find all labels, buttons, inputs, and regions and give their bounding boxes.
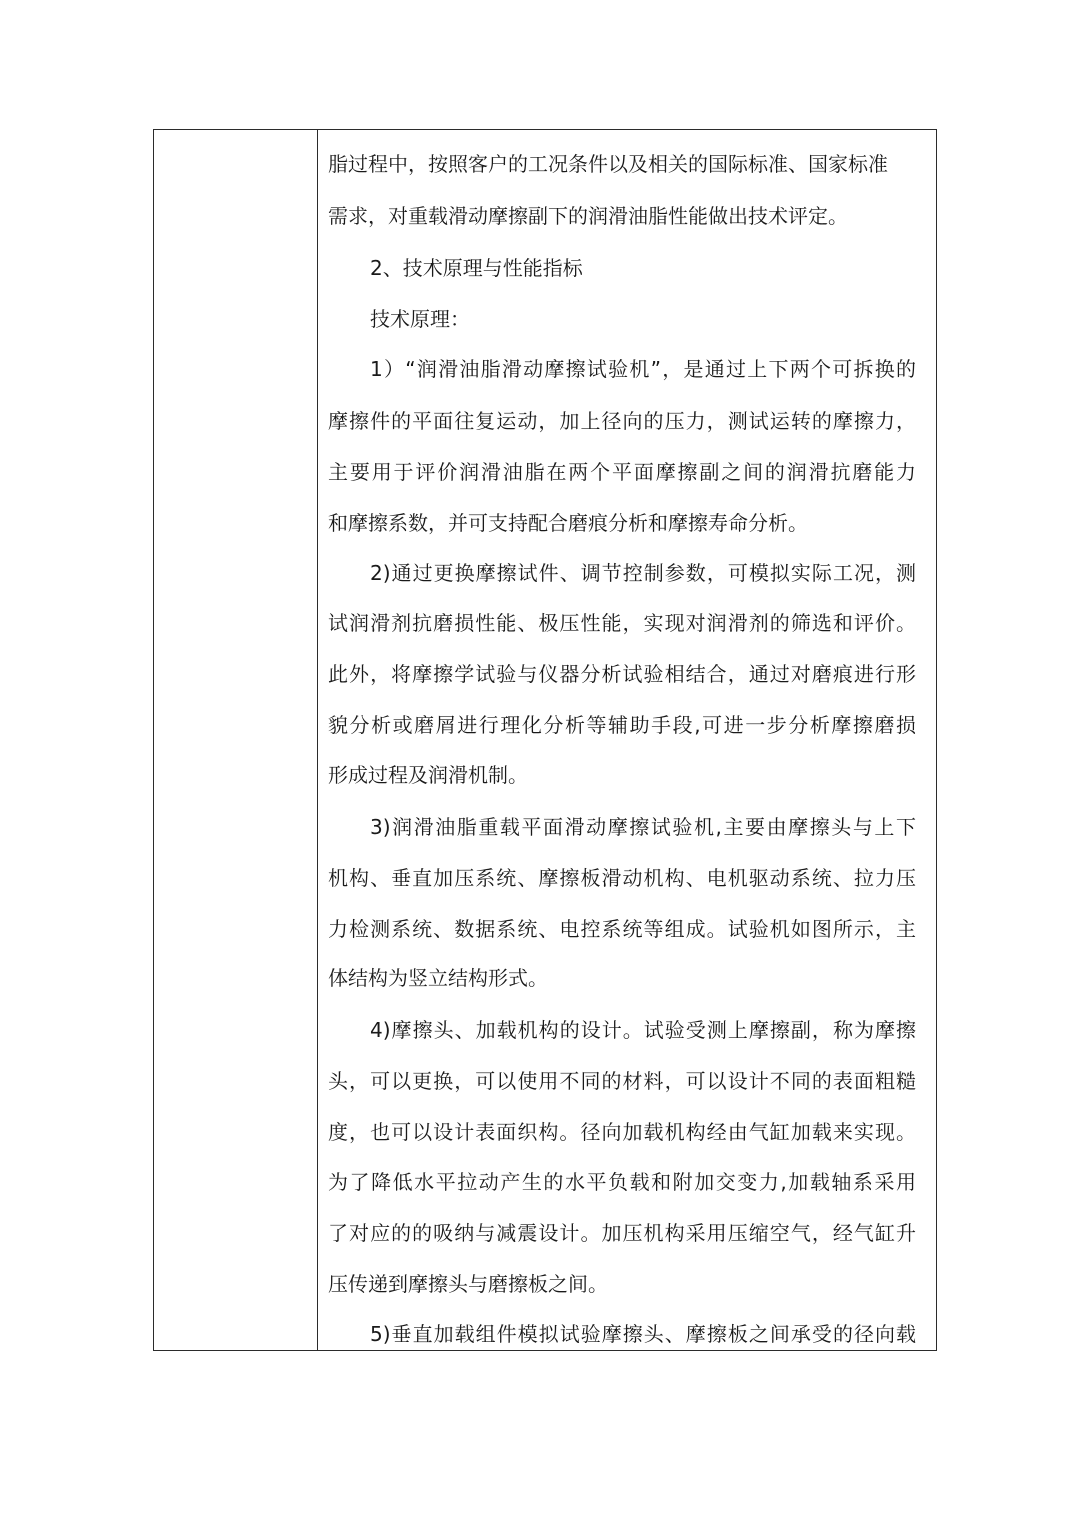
- text-line: 形成过程及润滑机制。: [328, 763, 528, 787]
- text-line: 了对应的的吸纳与减震设计。加压机构采用压缩空气，经气缸升: [328, 1221, 916, 1245]
- text-line: 体结构为竖立结构形式。: [328, 966, 548, 990]
- text-line: 和摩擦系数，并可支持配合磨痕分析和摩擦寿命分析。: [328, 511, 808, 535]
- section-heading: 2、技术原理与性能指标: [370, 256, 583, 280]
- text-line: 脂过程中，按照客户的工况条件以及相关的国际标准、国家标准: [328, 152, 888, 176]
- text-line: 压传递到摩擦头与磨擦板之间。: [328, 1272, 608, 1296]
- text-line: 此外，将摩擦学试验与仪器分析试验相结合，通过对磨痕进行形: [328, 662, 916, 686]
- subsection-heading: 技术原理：: [370, 307, 470, 331]
- text-line: 力检测系统、数据系统、电控系统等组成。试验机如图所示，主: [328, 917, 916, 941]
- text-line: 貌分析或磨屑进行理化分析等辅助手段,可进一步分析摩擦磨损: [328, 713, 916, 737]
- text-line: 为了降低水平拉动产生的水平负载和附加交变力,加载轴系采用: [328, 1170, 916, 1194]
- text-line: 机构、垂直加压系统、摩擦板滑动机构、电机驱动系统、拉力压: [328, 866, 916, 890]
- text-line: 头，可以更换，可以使用不同的材料，可以设计不同的表面粗糙: [328, 1069, 916, 1093]
- text-line: 5)垂直加载组件模拟试验摩擦头、摩擦板之间承受的径向载: [370, 1322, 916, 1346]
- text-line: 主要用于评价润滑油脂在两个平面摩擦副之间的润滑抗磨能力: [328, 460, 916, 484]
- document-table: [153, 129, 937, 1351]
- text-line: 度，也可以设计表面织构。径向加载机构经由气缸加载来实现。: [328, 1120, 916, 1144]
- text-line: 需求，对重载滑动摩擦副下的润滑油脂性能做出技术评定。: [328, 204, 848, 228]
- text-line: 摩擦件的平面往复运动，加上径向的压力，测试运转的摩擦力，: [328, 409, 916, 433]
- text-line: 1）“润滑油脂滑动摩擦试验机”，是通过上下两个可拆换的: [370, 357, 916, 381]
- text-line: 试润滑剂抗磨损性能、极压性能，实现对润滑剂的筛选和评价。: [328, 611, 916, 635]
- table-content-cell: [318, 130, 936, 1350]
- text-line: 2)通过更换摩擦试件、调节控制参数，可模拟实际工况，测: [370, 561, 916, 585]
- text-line: 4)摩擦头、加载机构的设计。试验受测上摩擦副，称为摩擦: [370, 1018, 916, 1042]
- text-line: 3)润滑油脂重载平面滑动摩擦试验机,主要由摩擦头与上下: [370, 815, 916, 839]
- table-left-cell: [154, 130, 318, 1350]
